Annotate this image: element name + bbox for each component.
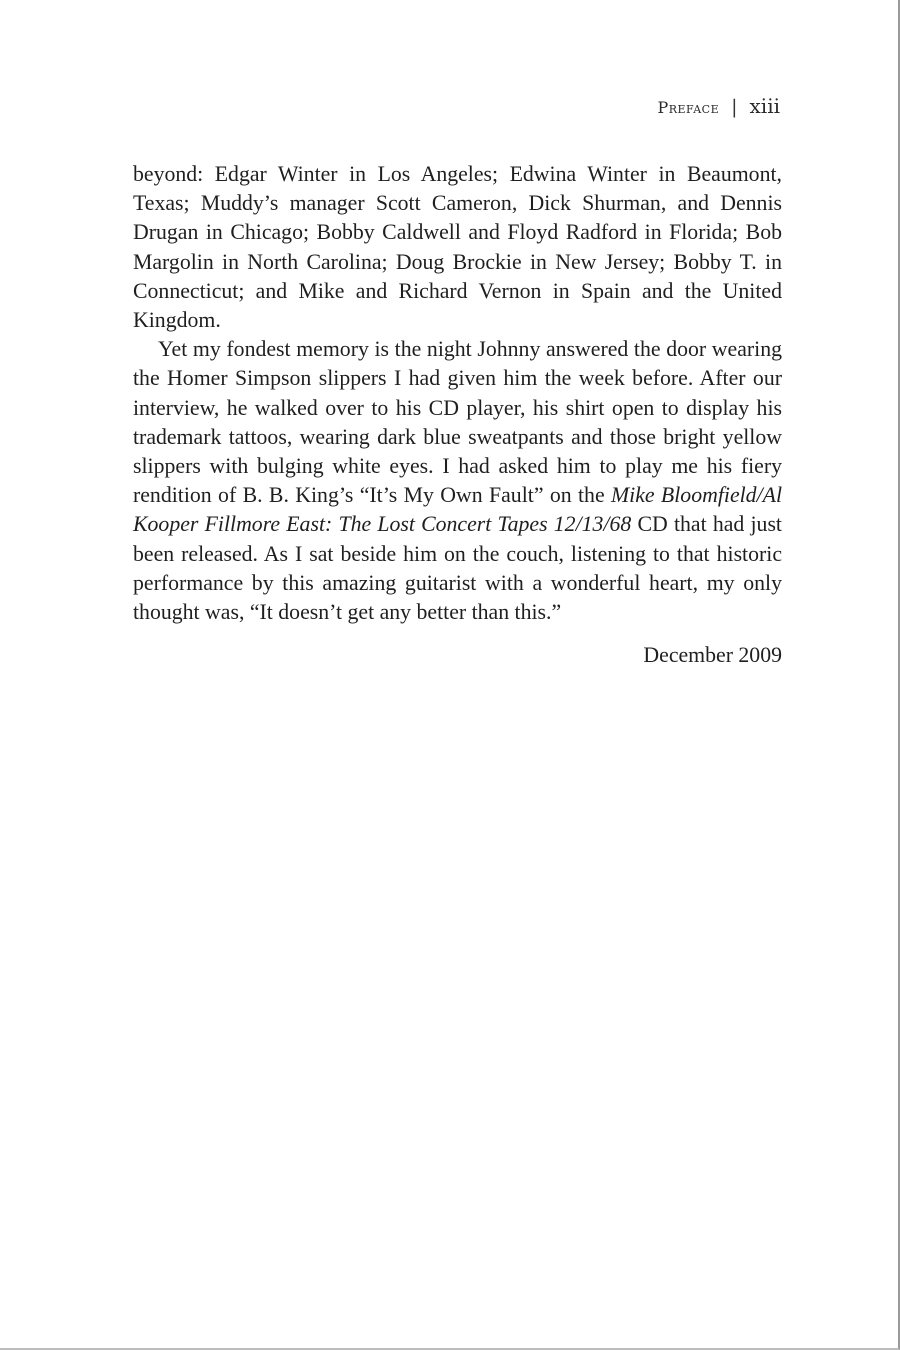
- album-title: Mike Bloomfield/Al Kooper Fillmore East: The Lost Concert Tapes 12/13/68: [133, 483, 782, 537]
- page-number: xiii: [749, 94, 780, 118]
- paragraph-text-before-title: Yet my fondest memory is the night Johnny answered the door wearing the Homer Simpson slippers I had given him the week before. After our interview, he walked over to his CD player, his shirt open to display his trademark tattoos, wearing dark blue sweatpants and those bright yellow slippers with bulging white eyes. I had asked him to play me his fiery rendition of B. B. King’s “It’s My Own Fault” on the: [133, 337, 782, 508]
- paragraph-continued: beyond: Edgar Winter in Los Angeles; Edwina Winter in Beaumont, Texas; Muddy’s manager Scott Cameron, Dick Shurman, and Dennis Drugan in Chicago; Bobby Caldwell and Floyd Radford in Florida; Bob Margolin in North Carolina; Doug Brockie in New Jersey; Bobby T. in Connecticut; and Mike and Richard Vernon in Spain and the United Kingdom.: [133, 162, 782, 333]
- dateline: December 2009: [643, 643, 782, 668]
- running-head: [657, 94, 780, 118]
- body-text: [133, 160, 782, 670]
- paragraph-text-after-title: CD that had just been released. As I sat beside him on the couch, listening to that historic performance by this amazing guitarist with a wonderful heart, my only thought was, “It doesn’t get any better than this.”: [133, 512, 782, 625]
- running-head-section: Preface: [657, 98, 720, 117]
- paragraph-fondest-memory: [133, 335, 782, 627]
- running-head-separator: |: [731, 96, 738, 118]
